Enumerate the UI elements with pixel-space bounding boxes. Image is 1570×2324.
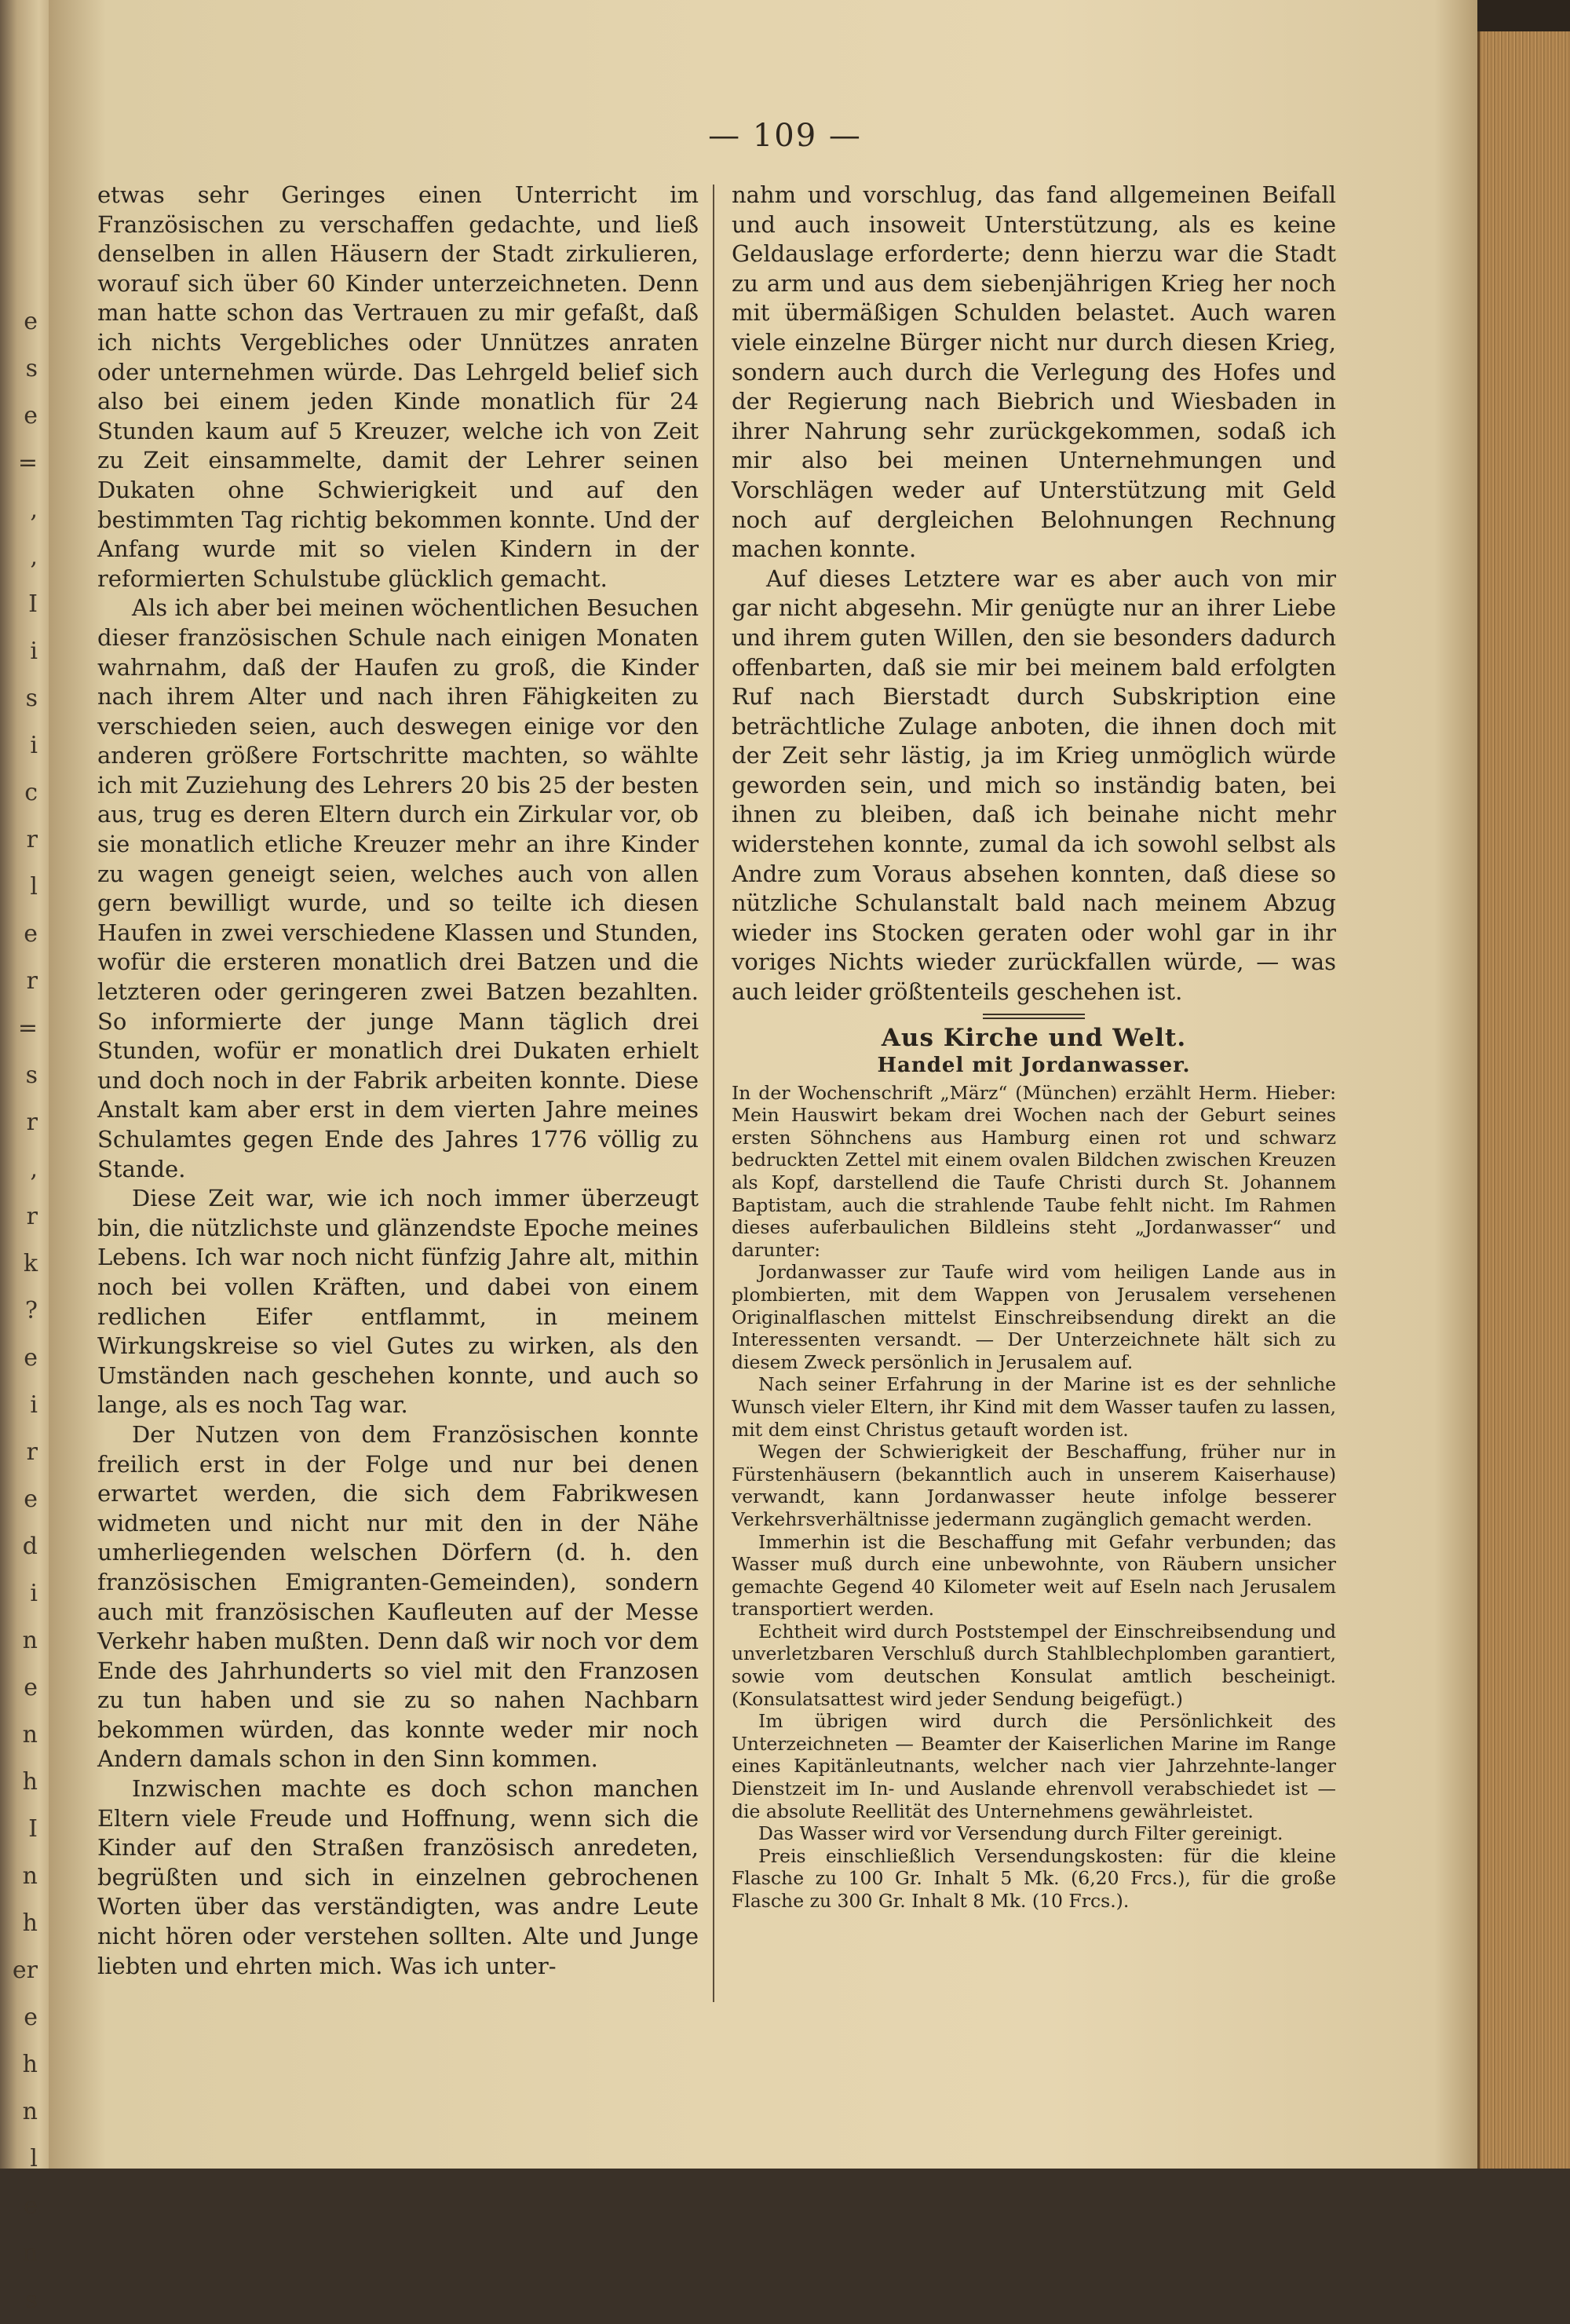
small-paragraph: Echtheit wird durch Poststempel der Einschreibsendung und unverletzbaren Verschluß durch Stahlblechplomben garantiert, sowie vom deutschen Konsulat amtlich bescheinigt. (Konsulatsattest wird jeder Sendung beigefügt.) (732, 1620, 1336, 1710)
small-paragraph: Nach seiner Erfahrung in der Marine ist es der sehnliche Wunsch vieler Eltern, ihr Kind mit dem Wasser taufen zu lassen, mit dem einst Christus getauft worden ist. (732, 1373, 1336, 1441)
margin-fragments: e s e = , , I i s i c r l e r = s r , r k ? e i r e d i n e n h I n h er e h n l e n s (12, 308, 38, 2314)
small-paragraph: Wegen der Schwierigkeit der Beschaffung, früher nur in Fürstenhäusern (bekanntlich auch in unserem Kaiserhause) verwandt, kann Jordanwasser heute infolge besserer Verkehrsverhältnisse jedermann zugänglich gemacht werden. (732, 1441, 1336, 1530)
small-paragraph: Im übrigen wird durch die Persönlichkeit des Unterzeichneten — Beamter der Kaiserlichen Marine im Range eines Kapitänleutnants, welcher nach vier Jahrzehnte-langer Dienstzeit im In- und Auslande ehrenvoll verabschiedet ist — die absolute Reellität des Unternehmens gewährleistet. (732, 1710, 1336, 1822)
section-title: Aus Kirche und Welt. (881, 1023, 1187, 1052)
paragraph: Inzwischen machte es doch schon manchen Eltern viele Freude und Hoffnung, wenn sich die Kinder auf den Straßen französisch anredeten, begrüßten und sich in einzelnen gebrochenen Worten über das verständigten, was andre Leute nicht hören oder verstehen sollten. Alte und Junge liebten und ehrten mich. Was ich unter- (97, 1775, 699, 1979)
background-top (1477, 0, 1570, 31)
page-number: — 109 — (708, 118, 862, 154)
paragraph: Diese Zeit war, wie ich noch immer überzeugt bin, die nützlichste und glänzendste Epoche meines Lebens. Ich war noch nicht fünfzig Jahre alt, mithin noch bei vollen Kräften, und dabei von einem redlichen Eifer entflammt, in meinem Wirkungskreise so viel Gutes zu wirken, als den Umständen nach geschehen konnte, und auch so lange, als es noch Tag war. (97, 1185, 699, 1419)
subsection-title: Handel mit Jordanwasser. (877, 1053, 1191, 1077)
small-paragraph: Preis einschließlich Versendungskosten: für die kleine Flasche zu 100 Gr. Inhalt 5 Mk. (6,20 Frcs.), für die große Flasche zu 300 Gr. Inhalt 8 Mk. (10 Frcs.). (732, 1844, 1336, 1912)
small-paragraph: Das Wasser wird vor Versendung durch Filter gereinigt. (758, 1822, 1283, 1845)
paragraph: Als ich aber bei meinen wöchentlichen Besuchen dieser französischen Schule nach einigen Monaten wahrnahm, daß der Haufen zu groß, die Kinder nach ihrem Alter und nach ihren Fähigkeiten zu verschieden seien, auch deswegen einige vor den anderen größere Fortschritte machten, so wählte ich mit Zuziehung des Lehrers 20 bis 25 der besten aus, trug es deren Eltern durch ein Zirkular vor, ob sie monatlich etliche Kreuzer mehr an ihre Kinder zu wagen geneigt seien, welches auch von allen gern bewilligt wurde, und so teilte ich diesen Haufen in zwei verschiedene Klassen und Stunden, wofür die ersteren monatlich drei Batzen und die letzteren oder geringeren zwei Batzen bezahlten. So informierte der junge Mann täglich drei Stunden, wofür er monatlich drei Dukaten erhielt und doch noch in der Fabrik arbeiten konnte. Diese Anstalt kam aber erst in dem vierten Jahre meines Schulamtes gegen Ende des Jahres 1776 völlig zu Stande. (97, 594, 699, 1182)
column-divider (713, 185, 714, 2002)
paragraph: Der Nutzen von dem Französischen konnte freilich erst in der Folge und nur bei denen erwartet werden, die sich dem Fabrikwesen widmeten und nicht nur mit den in der Nähe umherliegenden welschen Dörfern (d. h. den französischen Emigranten-Gemeinden), sondern auch mit französischen Kaufleuten auf der Messe Verkehr haben mußten. Denn daß wir noch vor dem Ende des Jahrhunderts so viel mit den Franzosen zu tun haben und sie zu so nahen Nachbarn bekommen würden, das konnte weder mir noch Andern damals schon in den Sinn kommen. (97, 1420, 699, 1773)
previous-page-edge (0, 0, 49, 2314)
paragraph: nahm und vorschlug, das fand allgemeinen Beifall und auch insoweit Unterstützung, als es keine Geldauslage erforderte; denn hierzu war die Stadt zu arm und aus dem siebenjährigen Krieg her noch mit übermäßigen Schulden belastet. Auch waren viele einzelne Bürger nicht nur durch diesen Krieg, sondern auch durch die Verlegung des Hofes und der Regierung nach Biebrich und Wiesbaden in ihrer Nahrung sehr zurückgekommen, sodaß ich mir also bei meinen Unternehmungen und Vorschlägen weder auf Unterstützung mit Geld noch auf dergleichen Belohnungen Rechnung machen konnte. (732, 181, 1336, 563)
small-paragraph: Jordanwasser zur Taufe wird vom heiligen Lande aus in plombierten, mit dem Wappen von Jerusalem versehenen Originalflaschen mittelst Einschreibsendung direkt an die Interessenten versandt. — Der Unterzeichnete hält sich zu diesem Zweck persönlich in Jerusalem auf. (732, 1261, 1336, 1373)
book-page-edges (1477, 31, 1570, 2169)
section-rule (983, 1014, 1085, 1019)
small-paragraph: Immerhin ist die Beschaffung mit Gefahr verbunden; das Wasser muß durch eine unbewohnte, von Räubern unsicher gemachte Gegend 40 Kilometer weit auf Eseln nach Jerusalem transportiert werden. (732, 1530, 1336, 1621)
paragraph: etwas sehr Geringes einen Unterricht im Französischen zu verschaffen gedachte, und ließ denselben in allen Häusern der Stadt zirkulieren, worauf sich über 60 Kinder unterzeichneten. Denn man hatte schon das Vertrauen zu mir gefaßt, daß ich nichts Vergebliches oder Unnützes anraten oder unternehmen würde. Das Lehrgeld belief sich also bei einem jeden Kinde monatlich für 24 Stunden kaum auf 5 Kreuzer, welche ich von Zeit zu Zeit einsammelte, damit der Lehrer seinen Dukaten ohne Schwierigkeit und auf den bestimmten Tag richtig bekommen konnte. Und der Anfang wurde mit so vielen Kindern in der reformierten Schulstube glücklich gemacht. (97, 181, 699, 592)
right-column (732, 181, 1336, 1913)
small-paragraph: In der Wochenschrift „März“ (München) erzählt Herm. Hieber: Mein Hauswirt bekam drei Wochen nach der Geburt seines ersten Söhnchens aus Hamburg einen rot und schwarz bedruckten Zettel mit einem ovalen Bildchen zwischen Kreuzen als Kopf, darstellend die Taufe Christi durch St. Johannem Baptistam, auch die strahlende Taube fehlt nicht. Im Rahmen dieses auferbaulichen Bildleins steht „Jordanwasser“ und darunter: (732, 1081, 1336, 1261)
left-column (97, 181, 699, 1981)
paragraph: Auf dieses Letztere war es aber auch von mir gar nicht abgesehn. Mir genügte nur an ihrer Liebe und ihrem guten Willen, den sie besonders dadurch offenbarten, daß sie mir bei meinem bald erfolgten Ruf nach Bierstadt durch Subskription eine beträchtliche Zulage anboten, die ihnen doch mit der Zeit sehr lästig, ja im Krieg unmöglich würde geworden sein, und mich so inständig baten, bei ihnen zu bleiben, daß ich beinahe nicht mehr widerstehen konnte, zumal da ich sowohl selbst als Andre zum Voraus absehen konnten, daß diese so nützliche Schulanstalt bald nach meinem Abzug wieder ins Stocken geraten oder wohl gar in ihr voriges Nichts wieder zurückfallen würde, — was auch leider größtenteils geschehen ist. (732, 565, 1336, 1006)
